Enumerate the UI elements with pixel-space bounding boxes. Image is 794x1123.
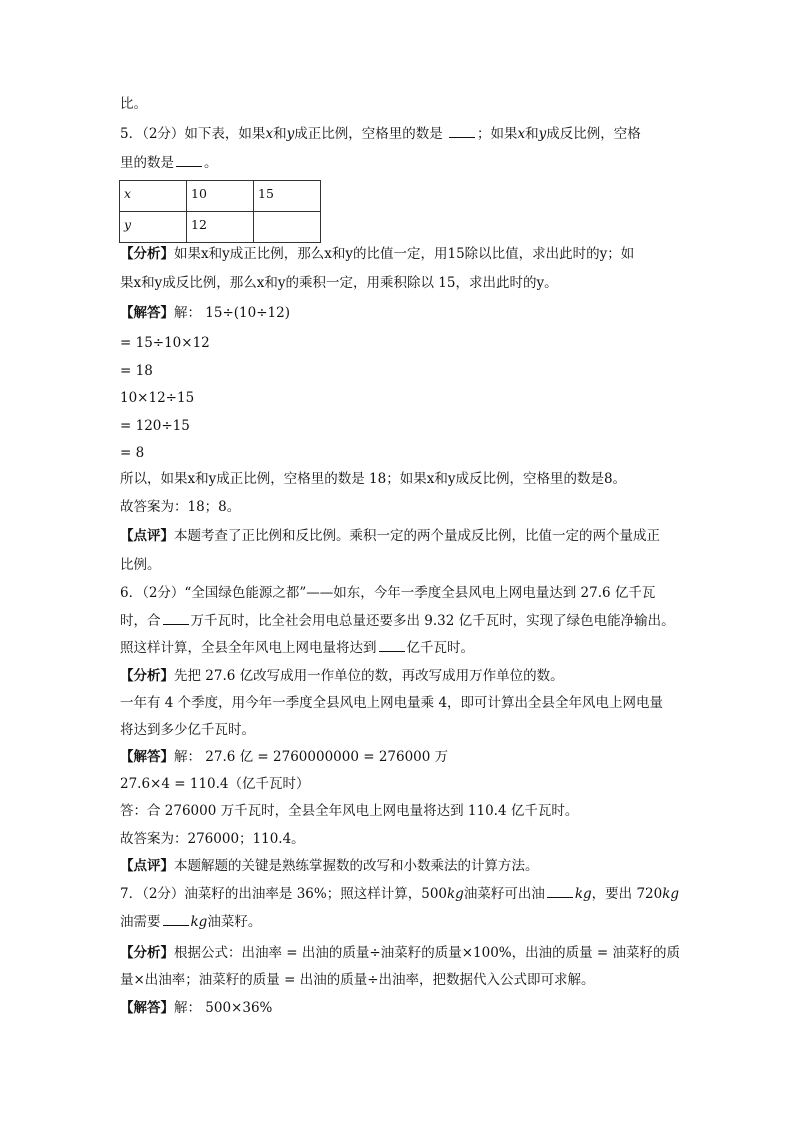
text-line: 果x和y成反比例，那么x和y的乘积一定，用乘积除以 15，求出此时的y。 (120, 275, 558, 291)
question-5: 5．（2分）如下表，如果x和y成正比例，空格里的数是 ；如果x和y成反比例，空格 (120, 126, 641, 142)
text-line: 将达到多少亿千瓦时。 (120, 722, 255, 738)
text-line: 油需要 kg油菜籽。 (120, 914, 262, 930)
text-line: 比。 (120, 96, 147, 112)
text-line: = 18 (120, 363, 153, 379)
text-line: = 8 (120, 445, 145, 461)
text-line: 一年有 4 个季度，用今年一季度全县风电上网电量乘 4，即可计算出全县全年风电上网电量 (120, 695, 664, 711)
table-cell: y (120, 212, 187, 243)
text-line: 27.6×4 = 110.4（亿千瓦时） (120, 776, 310, 792)
text-line: 10×12÷15 (120, 390, 195, 406)
comment-6: 【点评】本题解题的关键是熟练掌握数的改写和小数乘法的计算方法。 (120, 858, 539, 874)
answer-blank (163, 912, 189, 926)
text-line: 比例。 (120, 557, 161, 573)
xy-table (119, 180, 321, 243)
question-5-cont: 里的数是 。 (120, 155, 218, 171)
text-line: 答：合 276000 万千瓦时，全县全年风电上网电量将达到 110.4 亿千瓦时。 (120, 803, 579, 819)
table-cell: 12 (187, 212, 254, 243)
answer-5: 【解答】解： 15÷(10÷12) (120, 305, 290, 321)
text-line: 故答案为：18；8。 (120, 499, 241, 515)
analysis-6: 【分析】先把 27.6 亿改写成用一作单位的数，再改写成用万作单位的数。 (120, 668, 564, 684)
answer-blank (176, 153, 202, 167)
question-7: 7．（2分）油菜籽的出油率是 36%；照这样计算，500kg油菜籽可出油 kg，要出 720kg (120, 886, 680, 902)
text-line: = 15÷10×12 (120, 335, 210, 351)
text-line: 所以，如果x和y成正比例，空格里的数是 18；如果x和y成反比例，空格里的数是8。 (120, 471, 627, 487)
answer-7: 【解答】解： 500×36% (120, 1000, 273, 1016)
comment-5: 【点评】本题考查了正比例和反比例。乘积一定的两个量成反比例，比值一定的两个量成正 (120, 528, 660, 544)
table-cell: x (120, 181, 187, 212)
question-6: 6．（2分）“全国绿色能源之都”——如东，今年一季度全县风电上网电量达到 27.6 亿千瓦 (120, 585, 656, 601)
table-row (120, 212, 321, 243)
table-cell: 10 (187, 181, 254, 212)
answer-blank (379, 638, 405, 652)
text-line: 照这样计算，全县全年风电上网电量将达到 亿千瓦时。 (120, 640, 474, 656)
text-line: 故答案为：276000；110.4。 (120, 831, 305, 847)
answer-blank (163, 611, 189, 625)
answer-blank (449, 124, 475, 138)
answer-6: 【解答】解： 27.6 亿 = 2760000000 = 276000 万 (120, 749, 449, 765)
text-line: 量×出油率；油菜籽的质量 = 出油的质量÷出油率，把数据代入公式即可求解。 (120, 972, 595, 988)
text-line: 时，合 万千瓦时，比全社会用电总量还要多出 9.32 亿千瓦时，实现了绿色电能净输出。 (120, 613, 675, 629)
table-cell: 15 (254, 181, 321, 212)
table-row (120, 181, 321, 212)
analysis-7: 【分析】根据公式：出油率 = 出油的质量÷油菜籽的质量×100%，出油的质量 = 油菜籽的质 (120, 945, 681, 961)
table-cell (254, 212, 321, 243)
answer-blank (547, 884, 573, 898)
text-line: = 120÷15 (120, 418, 190, 434)
analysis-5: 【分析】如果x和y成正比例，那么x和y的比值一定，用15除以比值，求出此时的y；如 (120, 246, 635, 262)
